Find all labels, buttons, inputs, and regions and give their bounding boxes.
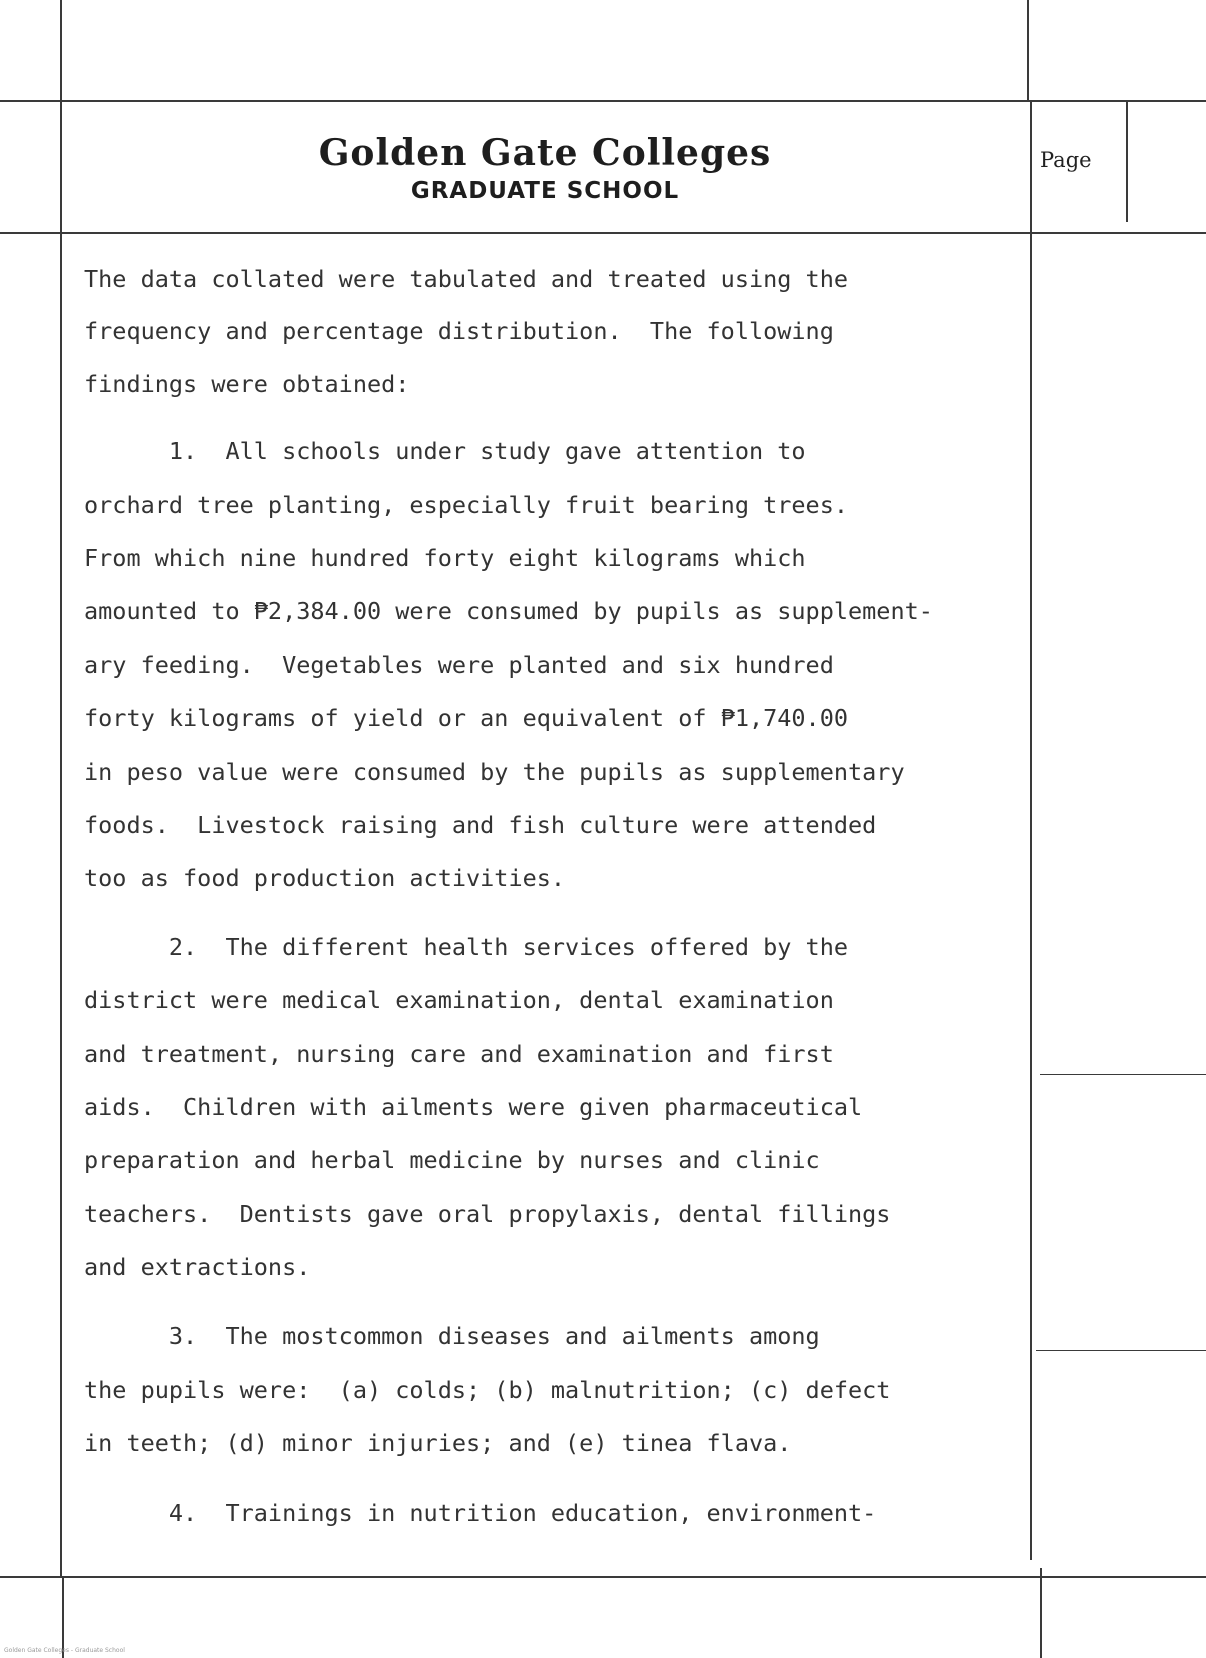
page-box-rule [1126, 100, 1128, 222]
text-line: 2. The different health services offered by the [84, 933, 849, 961]
left-margin-rule [60, 100, 62, 1576]
text-line: the pupils were: (a) colds; (b) malnutrition; (c) defect [84, 1376, 891, 1404]
text-line: aids. Children with ailments were given pharmaceutical [84, 1093, 863, 1121]
text-line: 1. All schools under study gave attention to [84, 437, 806, 465]
text-line: 4. Trainings in nutrition education, environment- [84, 1499, 877, 1527]
text-line: findings were obtained: [84, 370, 410, 398]
header-bottom-rule [0, 232, 1206, 234]
text-line: orchard tree planting, especially fruit bearing trees. [84, 491, 849, 519]
text-line: district were medical examination, dental examination [84, 986, 834, 1014]
text-line: amounted to ₱2,384.00 were consumed by pupils as supplement- [84, 597, 933, 625]
right-margin-rule-top [1027, 0, 1029, 100]
right-side-rule-b [1036, 1350, 1206, 1351]
school-name: GRADUATE SCHOOL [410, 178, 680, 204]
right-margin-rule-bottom [1040, 1568, 1042, 1658]
text-line: preparation and herbal medicine by nurses and clinic [84, 1146, 820, 1174]
left-margin-rule-top [60, 0, 62, 100]
right-side-rule-a [1040, 1074, 1206, 1075]
text-line: From which nine hundred forty eight kilograms which [84, 544, 806, 572]
text-line: frequency and percentage distribution. The following [84, 317, 834, 345]
college-name: Golden Gate Colleges [318, 132, 772, 174]
text-line: teachers. Dentists gave oral propylaxis, dental fillings [84, 1200, 891, 1228]
text-line: and treatment, nursing care and examination and first [84, 1040, 834, 1068]
text-line: too as food production activities. [84, 864, 566, 892]
text-line: forty kilograms of yield or an equivalent of ₱1,740.00 [84, 704, 849, 732]
left-margin-rule-bottom [62, 1578, 64, 1658]
text-line: in peso value were consumed by the pupils as supplementary [84, 758, 905, 786]
text-line: ary feeding. Vegetables were planted and six hundred [84, 651, 834, 679]
text-line: foods. Livestock raising and fish culture were attended [84, 811, 877, 839]
text-line: 3. The mostcommon diseases and ailments among [84, 1322, 820, 1350]
text-line: The data collated were tabulated and treated using the [84, 265, 849, 293]
scan-footer-note: Golden Gate Colleges - Graduate School [4, 1647, 125, 1654]
right-margin-rule [1030, 100, 1032, 1560]
bottom-horizontal-rule [0, 1576, 1206, 1578]
page-label: Page [1040, 148, 1092, 172]
text-line: and extractions. [84, 1253, 311, 1281]
text-line: in teeth; (d) minor injuries; and (e) tinea flava. [84, 1429, 792, 1457]
top-horizontal-rule [0, 100, 1206, 102]
